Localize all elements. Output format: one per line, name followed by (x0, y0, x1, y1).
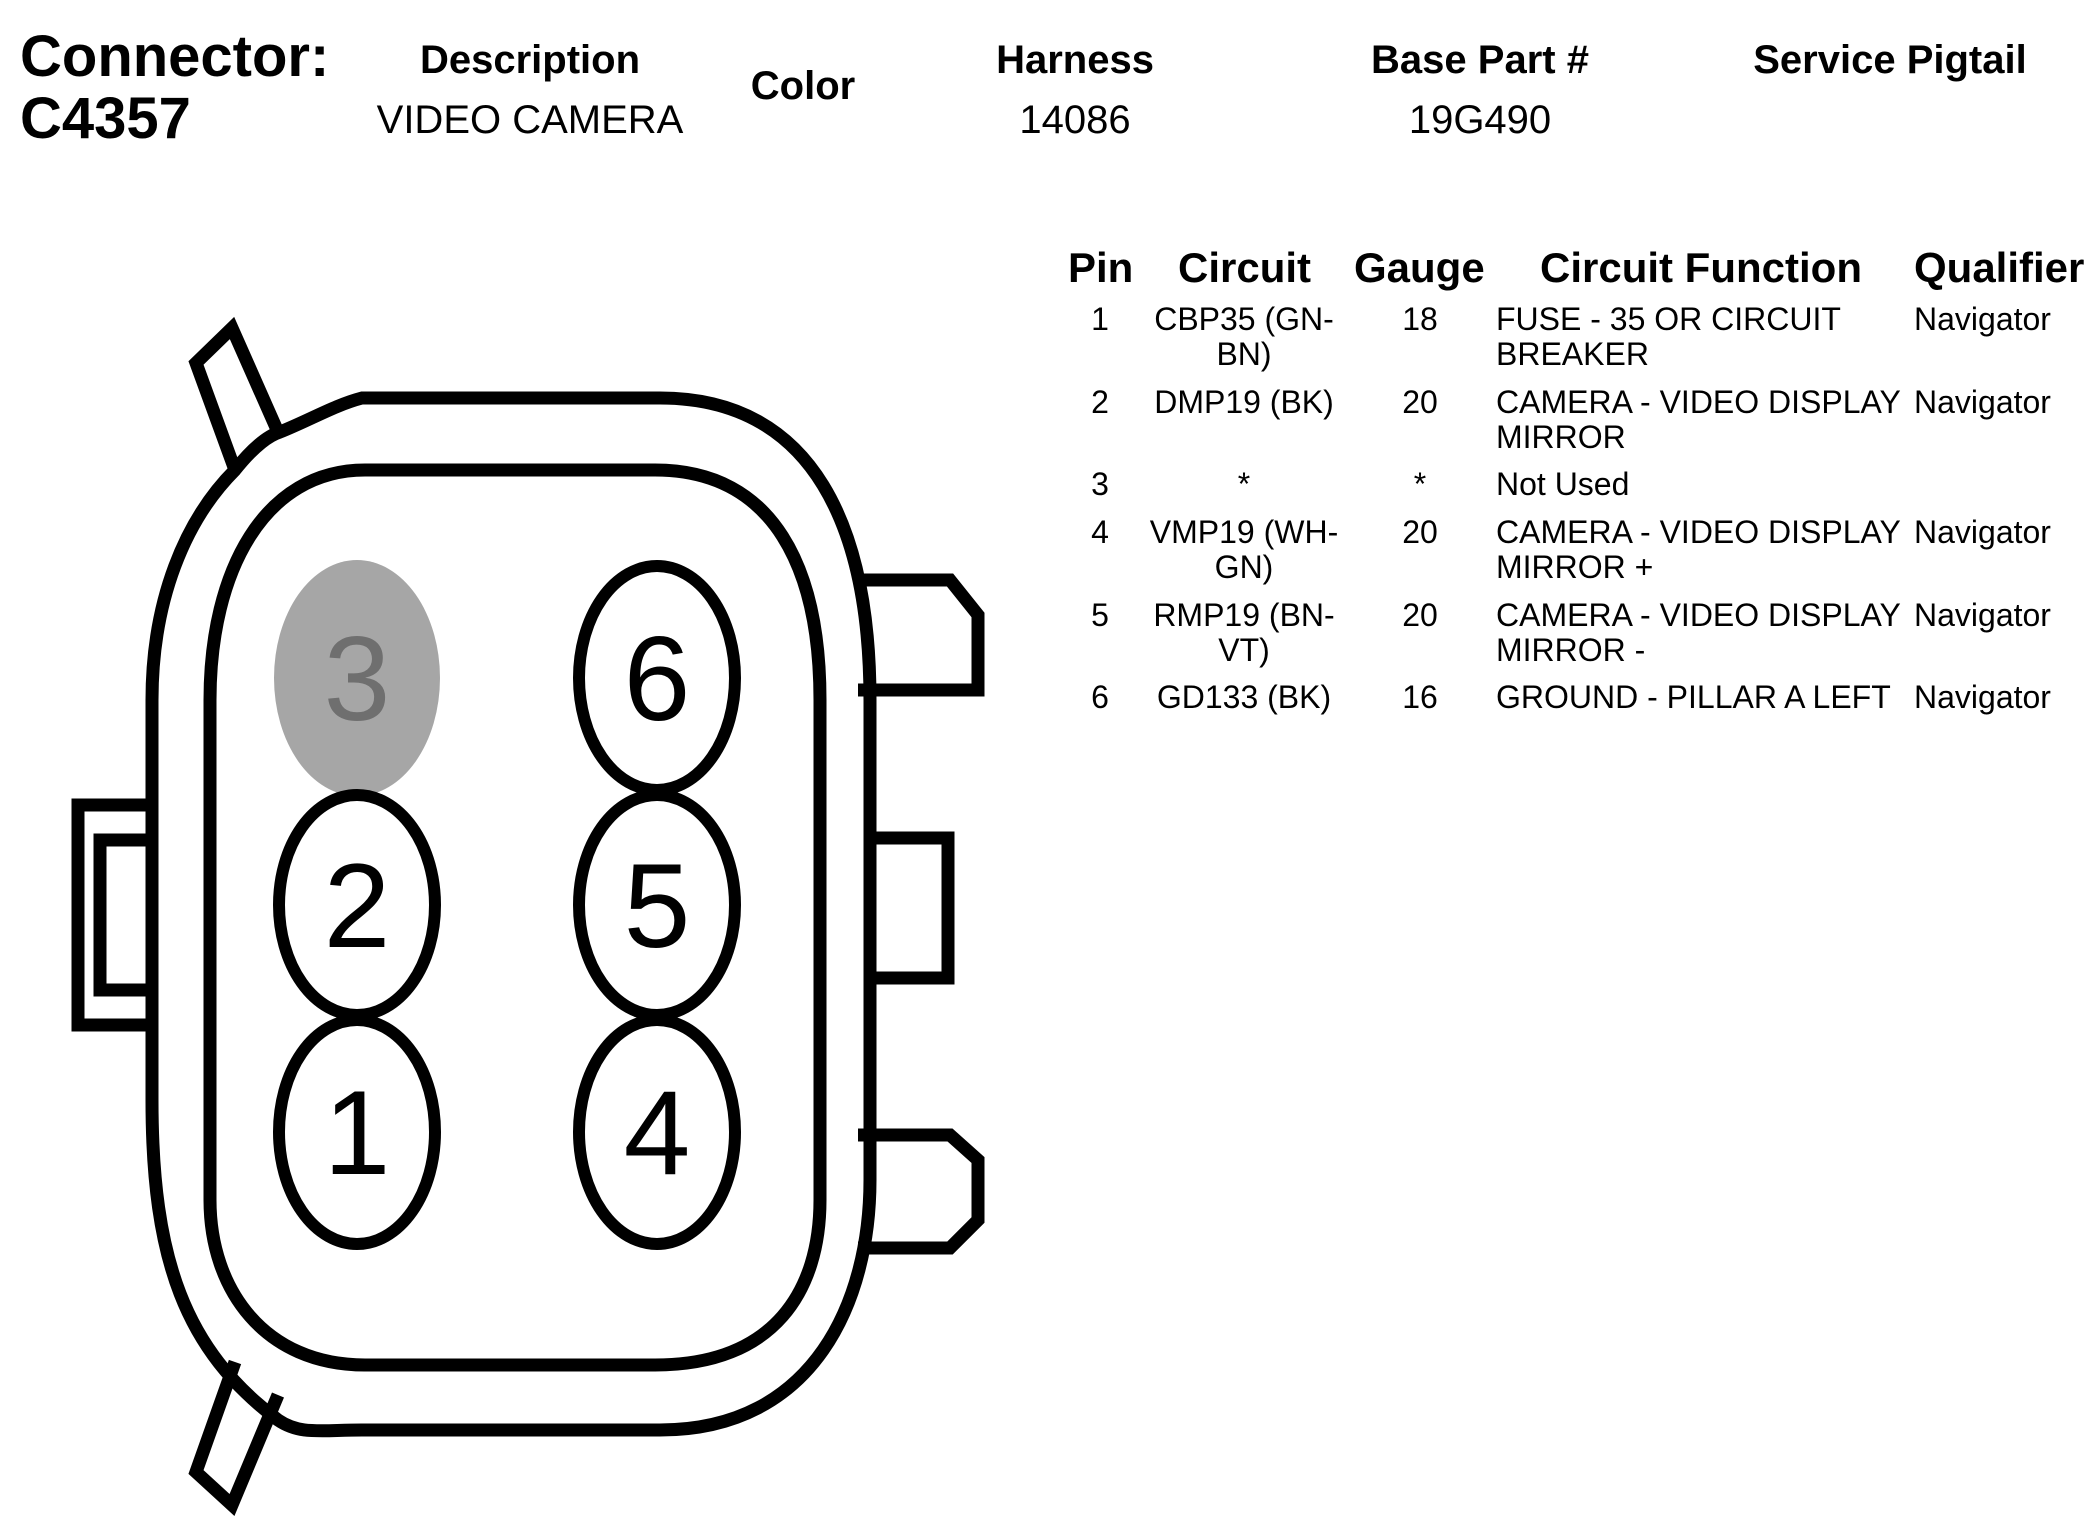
pin-4-cavity (579, 1020, 735, 1244)
table-header-function: Circuit Function (1540, 244, 1862, 291)
pin-cavities (274, 560, 735, 1244)
harness-value: 14086 (1019, 98, 1131, 142)
row-6-circuit: GD133 (BK) (1156, 679, 1332, 715)
base-part-header: Base Part # (1371, 38, 1589, 82)
pin-2-cavity (279, 795, 435, 1015)
row-4-qualifier: Navigator (1914, 514, 2051, 550)
row-3-gauge: * (1413, 466, 1427, 502)
harness-header: Harness (996, 38, 1154, 82)
connector-face-diagram (0, 0, 1040, 1536)
pin-6-cavity (579, 566, 735, 790)
left-tab-inner (100, 840, 152, 990)
connector-id: C4357 (20, 86, 191, 151)
row-6-qualifier: Navigator (1914, 679, 2051, 715)
row-2-circuit: DMP19 (BK) (1154, 384, 1334, 420)
row-3-pin: 3 (1091, 466, 1109, 502)
right-tab-middle (868, 838, 948, 978)
row-5-circuit: RMP19 (BN-VT) (1153, 597, 1335, 668)
description-value: VIDEO CAMERA (376, 98, 684, 142)
row-1-circuit: CBP35 (GN-BN) (1154, 301, 1334, 372)
row-4-circuit: VMP19 (WH-GN) (1149, 514, 1339, 585)
table-header-pin: Pin (1068, 244, 1134, 291)
pin-3-label: 3 (323, 612, 391, 746)
pin-1-cavity (279, 1020, 435, 1244)
pin-6-label: 6 (623, 612, 691, 746)
row-3-function: Not Used (1496, 466, 1630, 502)
row-5-pin: 5 (1091, 597, 1109, 633)
pin-1-label: 1 (323, 1066, 391, 1200)
row-4-gauge: 20 (1402, 514, 1438, 550)
row-5-function: CAMERA - VIDEO DISPLAY MIRROR - (1496, 597, 1901, 668)
row-3-circuit: * (1237, 466, 1251, 502)
row-2-qualifier: Navigator (1914, 384, 2051, 420)
row-1-gauge: 18 (1402, 301, 1438, 337)
top-left-latch (196, 328, 278, 470)
row-4-function: CAMERA - VIDEO DISPLAY MIRROR + (1496, 514, 1901, 585)
row-1-pin: 1 (1091, 301, 1109, 337)
row-5-qualifier: Navigator (1914, 597, 2051, 633)
pin-2-label: 2 (323, 839, 391, 973)
pin-5-cavity (579, 795, 735, 1015)
row-2-pin: 2 (1091, 384, 1109, 420)
table-header-gauge: Gauge (1354, 244, 1485, 291)
pin-3-cavity (274, 560, 440, 796)
row-6-function: GROUND - PILLAR A LEFT (1496, 679, 1891, 715)
row-1-function: FUSE - 35 OR CIRCUIT BREAKER (1496, 301, 1841, 372)
row-4-pin: 4 (1091, 514, 1109, 550)
service-pigtail-header: Service Pigtail (1753, 38, 2027, 82)
row-6-pin: 6 (1091, 679, 1109, 715)
row-2-function: CAMERA - VIDEO DISPLAY MIRROR (1496, 384, 1901, 455)
connector-label: Connector: (20, 24, 330, 89)
color-header: Color (750, 64, 856, 108)
row-6-gauge: 16 (1402, 679, 1438, 715)
description-header: Description (419, 38, 641, 82)
pin-4-label: 4 (623, 1066, 691, 1200)
table-header-circuit: Circuit (1178, 244, 1312, 291)
row-2-gauge: 20 (1402, 384, 1438, 420)
base-part-value: 19G490 (1408, 98, 1552, 142)
row-5-gauge: 20 (1402, 597, 1438, 633)
connector-outer-shell (152, 398, 870, 1431)
pin-5-label: 5 (623, 839, 691, 973)
table-header-qualifier: Qualifier (1914, 244, 2085, 291)
row-1-qualifier: Navigator (1914, 301, 2051, 337)
